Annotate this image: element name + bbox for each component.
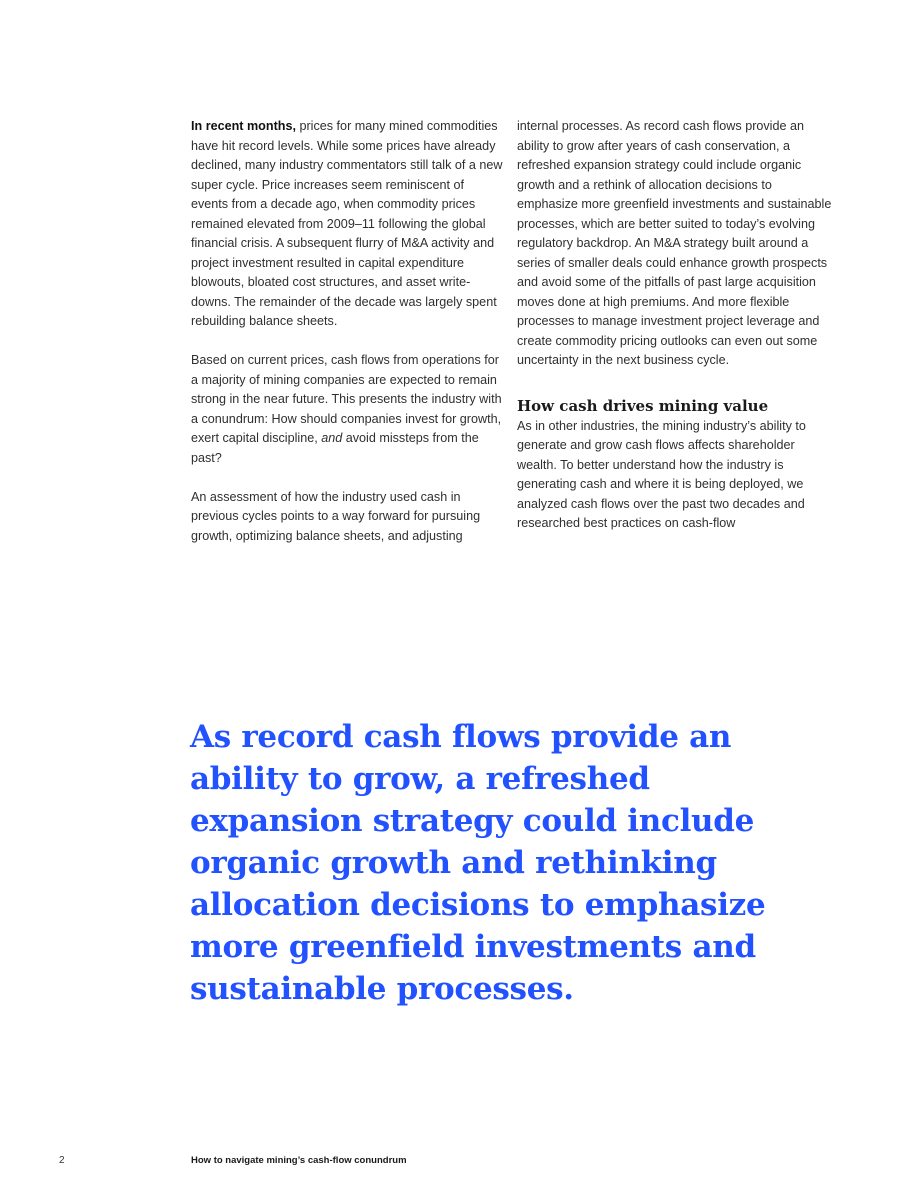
section-heading: How cash drives mining value	[517, 396, 769, 415]
page-number: 2	[59, 1155, 65, 1166]
running-footer-title: How to navigate mining’s cash-flow conundrum	[191, 1155, 407, 1166]
body-paragraph-5: As in other industries, the mining industry’s ability to generate and grow cash flows affects shareholder wealth. To better understand how the industry is generating cash and where it is being deployed, we analyzed cash flows over the past two decades and researched best practices on cash-flow	[517, 418, 806, 530]
body-paragraph-1	[191, 117, 503, 332]
body-paragraph-3: An assessment of how the industry used cash in previous cycles points to a way forward for pursuing growth, optimizing balance sheets, and adjusting	[191, 489, 481, 543]
body-column-right	[517, 117, 832, 534]
pull-quote: As record cash flows provide an ability to grow, a refreshed expansion strategy could include organic growth and rethinking allocation decisions to emphasize more greenfield investments and sustainable processes.	[190, 719, 766, 1007]
paragraph-text: avoid missteps from the past?	[191, 431, 479, 465]
body-paragraph-2	[191, 351, 503, 468]
body-paragraph-4: internal processes. As record cash flows provide an ability to grow after years of cash conservation, a refreshed expansion strategy could include organic growth and a rethink of allocation decisions to emphasize more greenfield investments and sustainable processes, which are better suited to today’s evolving regulatory backdrop. An M&A strategy built around a series of smaller deals could enhance growth prospects and avoid some of the pitfalls of past large acquisition moves done at high premiums. And more flexible processes to manage investment project leverage and create commodity pricing outlooks can even out some uncertainty in the next business cycle.	[517, 119, 832, 367]
paragraph-text: Based on current prices, cash flows from operations for a majority of mining companies are expected to remain strong in the near future. This presents the industry with a conundrum: How should companies invest for growth, exert capital discipline,	[191, 353, 502, 445]
lead-in-phrase: In recent months,	[191, 119, 296, 133]
paragraph-text: prices for many mined commodities have hit record levels. While some prices have already declined, many industry commentators still talk of a new super cycle. Price increases seem reminiscent of events from a decade ago, when commodity prices remained elevated from 2009–11 following the global financial crisis. A subsequent flurry of M&A activity and project investment resulted in capital expenditure blowouts, bloated cost structures, and asset write-downs. The remainder of the decade was largely spent rebuilding balance sheets.	[191, 119, 503, 328]
emphasis-text: and	[321, 431, 343, 445]
body-column-left	[191, 117, 503, 546]
